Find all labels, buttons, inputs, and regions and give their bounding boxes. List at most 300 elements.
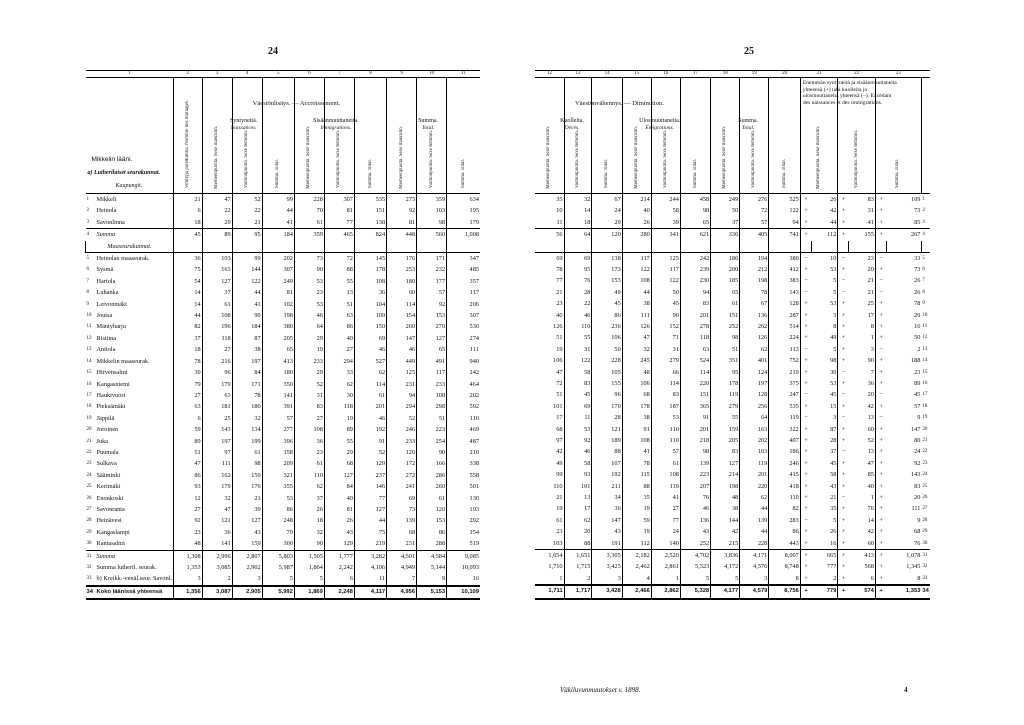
right-town-row-c8: 122 — [769, 205, 801, 216]
right-rural-row-c7: 67 — [740, 298, 769, 309]
left-rural-row-c1: Luhanka — [96, 289, 119, 297]
right-town-row-c1: 18 — [564, 217, 592, 229]
left-orthodox-row-c11: 16 — [447, 573, 480, 585]
left-rural-row-c3: 179 — [202, 481, 232, 492]
right-orthodox-row-c5: 5 — [680, 573, 710, 585]
right-rural-row-c3: 108 — [622, 435, 651, 446]
left-rural-row-c9: 60 — [387, 287, 417, 298]
left-rural-row-c4: 180 — [232, 401, 262, 412]
col-num-16: 16 — [651, 71, 680, 78]
col-num-8: 8 — [354, 71, 386, 78]
col-num-18: 18 — [711, 71, 740, 78]
right-grand-total-row-c13: + — [875, 585, 886, 598]
left-rural-row-c1: Ristiina — [96, 334, 117, 342]
right-rural-row-c1: 11 — [564, 412, 592, 423]
left-orthodox-row — [86, 573, 481, 585]
right-rural-row-c10: 5 — [833, 277, 837, 285]
left-rural-row-c11: 347 — [447, 253, 480, 265]
left-rural-row-c11: 210 — [447, 447, 480, 458]
left-town-row — [86, 194, 481, 206]
footer-title: Väkiluvunmuutokset v. 1898. — [560, 686, 641, 694]
right-rural-row-c8: 186 — [769, 446, 801, 457]
right-rural-sum-row-c13: + — [875, 550, 886, 562]
right-rural-row-c13: + — [875, 469, 886, 480]
left-rural-row-c7: 84 — [324, 481, 354, 492]
left-immigrations-title: Sisäänmuuttaneita. — [313, 118, 359, 124]
right-rural-row-c6: 215 — [711, 538, 740, 550]
left-rural-row-c10: 120 — [417, 504, 447, 515]
right-rural-row-c2: 49 — [592, 287, 622, 298]
right-rural-row-c11: + — [838, 264, 849, 275]
right-rural-row-c14: 2 — [917, 345, 921, 353]
left-rural-row-c2: 12 — [173, 493, 202, 504]
left-rural-row-c2: 48 — [173, 538, 202, 550]
left-rural-row-c6: 52 — [294, 379, 324, 390]
left-town-row-c4: 52 — [232, 194, 262, 206]
left-town-row-c1: Savonlinna — [96, 218, 125, 226]
left-rural-row-c6: 19 — [294, 344, 324, 355]
right-rural-row-c1: 110 — [564, 321, 592, 332]
left-towns-sum-row-c4: 95 — [232, 229, 262, 241]
right-rural-row-c12: 21 — [867, 288, 874, 296]
right-rural-row-c11: + — [838, 321, 849, 332]
left-rural-row-c4: 61 — [232, 447, 262, 458]
left-towns-sum-row-c6: 359 — [294, 229, 324, 241]
left-rural-row-c1: Leivonmäki — [96, 300, 127, 308]
right-town-row-c4: 58 — [651, 205, 680, 216]
right-luth-total-row-c15: 32 — [922, 564, 928, 570]
left-rural-row-c2: 47 — [173, 458, 202, 469]
left-rural-row-c2: 78 — [173, 356, 202, 367]
left-rural-row-c8: 61 — [354, 390, 386, 401]
col-num-5: 5 — [262, 71, 294, 78]
left-rural-row-c7: 129 — [324, 538, 354, 550]
right-rural-row-c4: 140 — [651, 538, 680, 550]
right-rural-row-c8: 110 — [769, 492, 801, 503]
right-town-row-c13: + — [875, 217, 886, 229]
left-rural-row-c7: 51 — [324, 299, 354, 310]
right-rural-row-c8: 443 — [769, 538, 801, 550]
right-town-row-c2: 24 — [592, 205, 622, 216]
right-rural-sum-row-c3: 2,182 — [622, 550, 651, 562]
right-rural-row-c10: 53 — [830, 300, 837, 308]
left-rural-row-c5: 53 — [262, 493, 294, 504]
right-rural-row-c4: 279 — [651, 355, 680, 366]
right-rural-heading-row — [535, 241, 930, 252]
left-town-row-c4: 22 — [232, 205, 262, 216]
right-rural-row-c3: 108 — [622, 275, 651, 286]
left-rural-row-c8: 201 — [354, 401, 386, 412]
left-rural-row-c4: 197 — [232, 356, 262, 367]
right-summa-sum-header — [769, 78, 801, 194]
left-rural-row-c9: 154 — [387, 310, 417, 321]
left-rural-row-c11: 206 — [447, 299, 480, 310]
right-rural-row-c7: 136 — [740, 310, 769, 321]
right-rural-row-c8: 287 — [769, 310, 801, 321]
right-town-row-c0: 35 — [535, 194, 564, 206]
right-rural-heading-empty — [886, 241, 921, 252]
right-rural-row-c13: + — [875, 446, 886, 457]
right-rural-row-c6: 144 — [711, 515, 740, 526]
left-rural-row-c7: 63 — [324, 310, 354, 321]
left-rural-row — [86, 379, 481, 390]
left-rural-heading-empty — [447, 241, 480, 253]
right-rural-row-c13: − — [875, 412, 886, 423]
left-rural-row-c6: 32 — [294, 527, 324, 538]
left-rural-row-c4: 44 — [232, 287, 262, 298]
right-rural-row-c14: 33 — [886, 252, 921, 264]
right-orthodox-row-c8: 8 — [769, 573, 801, 585]
left-towns-sum-row-c7: 465 — [324, 229, 354, 241]
left-rural-row-c11: 274 — [447, 333, 480, 344]
right-rural-row-c14: 23 — [914, 368, 921, 376]
col-num-23: 23 — [875, 71, 921, 78]
left-rural-row-c0: 20 — [86, 427, 92, 433]
right-rural-row-c10: 98 — [830, 357, 837, 365]
left-rural-row-c4: 159 — [232, 538, 262, 550]
left-rural-row-c7: 13 — [324, 287, 354, 298]
left-rural-row-c5: 205 — [262, 333, 294, 344]
left-town-row-c4: 21 — [232, 217, 262, 229]
right-rural-row-c3: 117 — [622, 252, 651, 264]
right-excess-female-header-text: Vaimonpuolta. Sexe féminin. — [853, 130, 859, 189]
left-rural-row-c0: 19 — [86, 415, 92, 421]
left-rural-row-c2: 92 — [173, 515, 202, 526]
left-town-row-c5: 44 — [262, 205, 294, 216]
right-rural-row-c1: 88 — [564, 538, 592, 550]
right-rural-row-c10: 49 — [830, 334, 837, 342]
right-rural-row-c14: 20 — [914, 494, 921, 502]
left-rural-row-c5: 249 — [262, 276, 294, 287]
left-rural-row-c0: 28 — [86, 518, 92, 524]
right-rural-row-c1: 13 — [564, 492, 592, 503]
right-rural-row-c1: 92 — [564, 435, 592, 446]
left-rural-row-c9: 246 — [387, 424, 417, 435]
left-rural-row-c6: 46 — [294, 310, 324, 321]
right-grand-total-row-c15: 34 — [921, 585, 930, 598]
right-rural-row-c1: 46 — [564, 446, 592, 457]
col-num-2: 2 — [173, 71, 202, 78]
right-rural-row-c9: − — [800, 275, 811, 286]
left-rural-row-c6: 108 — [294, 424, 324, 435]
left-summa-male-header-text: Mieheenpuolta. Sexe masculin. — [398, 125, 404, 189]
right-rural-row — [535, 264, 930, 275]
right-rural-heading-empty — [592, 241, 622, 252]
left-town-row-c3: 47 — [202, 194, 232, 206]
left-summa-title: Summa. — [418, 118, 439, 124]
left-rural-row-c0: 5 — [86, 253, 96, 265]
right-grand-total-row-c6: 4,177 — [711, 585, 740, 598]
left-rural-row-c4: 21 — [232, 493, 262, 504]
right-town-row-c10: 42 — [830, 207, 837, 215]
left-rural-sum-row — [86, 550, 481, 562]
right-emigrations-sum-header-text: Summa. Total. — [692, 159, 698, 189]
right-rural-row-c9: + — [800, 298, 811, 309]
right-emigrations-fr: Émigrations. — [645, 125, 674, 131]
col-num-4: 4 — [232, 71, 262, 78]
left-rural-row — [86, 390, 481, 401]
right-town-row-c7: 57 — [740, 217, 769, 229]
right-orthodox-row-c14: 8 — [886, 573, 921, 585]
left-rural-row-c11: 202 — [447, 390, 480, 401]
right-rural-row-c15: 28 — [922, 517, 928, 523]
right-rural-row-c7: 198 — [740, 275, 769, 286]
left-grand-total-row-c5: 5,992 — [262, 586, 294, 599]
left-rural-row-c3: 121 — [202, 515, 232, 526]
right-town-row-c1: 14 — [564, 205, 592, 216]
left-rural-row — [86, 367, 481, 378]
right-rural-row-c14: 143 — [910, 471, 921, 479]
left-grand-total-row-c11: 10,109 — [447, 586, 480, 599]
right-rural-row-c13: + — [875, 310, 886, 321]
left-town-row-c10: 359 — [417, 194, 447, 206]
left-rural-row-c4: 87 — [232, 333, 262, 344]
left-grand-total-row-c4: 2,905 — [232, 586, 262, 599]
right-rural-row-c6: 38 — [711, 503, 740, 514]
left-orthodox-row-c0: 33 — [86, 573, 96, 585]
left-rural-row-c5: 350 — [262, 379, 294, 390]
col-num-12: 12 — [535, 71, 564, 78]
left-header-row — [86, 78, 481, 194]
left-rural-row-c7: 86 — [324, 321, 354, 332]
left-grand-total-row-c6: 1,869 — [294, 586, 324, 599]
left-rural-row-c9: 233 — [387, 436, 417, 447]
left-rural-row-c9: 125 — [387, 367, 417, 378]
right-rural-row-c7: 201 — [740, 469, 769, 480]
right-town-row-c10: 44 — [830, 218, 837, 226]
right-rural-row-c12: 60 — [867, 425, 874, 433]
right-rural-heading-empty — [711, 241, 740, 252]
right-grand-total-row-c11: + — [838, 585, 849, 598]
left-rural-row-c2: 23 — [173, 527, 202, 538]
left-rural-row-c5: 102 — [262, 299, 294, 310]
right-rural-heading-empty — [740, 241, 769, 252]
right-grand-total-row-c1: 1,717 — [564, 585, 592, 598]
left-rural-row-c9: 73 — [387, 504, 417, 515]
right-rural-row-c11: + — [838, 298, 849, 309]
left-rural-row-c6: 18 — [294, 515, 324, 526]
right-rural-row-c5: 94 — [680, 287, 710, 298]
right-town-row-c15: 1 — [921, 194, 930, 206]
left-col-numbers — [86, 71, 481, 78]
left-rural-row-c5: 209 — [262, 458, 294, 469]
left-page-table — [85, 70, 480, 670]
left-town-row-c3: 22 — [202, 205, 232, 216]
left-rural-row-c1: Mäntyharju — [96, 323, 126, 331]
left-rural-row-c1: Heinävesi — [96, 517, 122, 525]
right-rural-row-c9: + — [800, 492, 811, 503]
left-rural-row-c8: 219 — [354, 538, 386, 550]
right-rural-row-c5: 278 — [680, 321, 710, 332]
left-rural-row-c4: 127 — [232, 515, 262, 526]
right-rural-row-c8: 246 — [769, 458, 801, 469]
right-towns-sum-row-c3: 280 — [622, 229, 651, 241]
left-rural-row-c8: 192 — [354, 424, 386, 435]
right-rural-row-c11: − — [838, 389, 849, 400]
left-rural-row-c10: 177 — [417, 276, 447, 287]
left-town-row — [86, 217, 481, 229]
right-rural-row-c3: 111 — [622, 310, 651, 321]
left-towns-sum-row-c3: 89 — [202, 229, 232, 241]
right-rural-row-c13: − — [875, 287, 886, 298]
right-rural-row-c1: 55 — [564, 332, 592, 343]
right-rural-row-c0: 21 — [556, 288, 563, 296]
right-rural-row-c8: 113 — [769, 344, 801, 355]
left-rural-row-c6: 53 — [294, 299, 324, 310]
right-rural-row-c9: + — [800, 332, 811, 343]
right-rural-row-c9: − — [800, 515, 811, 526]
right-rural-row-c14: 188 — [910, 357, 921, 365]
left-rural-row-c4: 41 — [232, 299, 262, 310]
left-rural-row — [86, 310, 481, 321]
left-rural-row-c8: 145 — [354, 253, 386, 265]
right-rural-row-c5: 98 — [680, 446, 710, 457]
left-rural-row-c7: 19 — [324, 413, 354, 424]
left-towns-sum-row-c5: 184 — [262, 229, 294, 241]
left-rural-row — [86, 333, 481, 344]
left-rural-row-c2: 39 — [173, 367, 202, 378]
right-rural-row-c4: 90 — [651, 310, 680, 321]
left-rural-row-c9: 52 — [387, 413, 417, 424]
right-rural-row-c15: 20 — [922, 426, 928, 432]
right-rural-row-c4: 24 — [651, 526, 680, 537]
right-rural-row-c12: 90 — [867, 357, 874, 365]
right-luth-total-row-c2: 3,425 — [592, 561, 622, 572]
right-rural-row-c1: 46 — [564, 310, 592, 321]
right-rural-row-c2: 88 — [592, 446, 622, 457]
right-rural-row-c13: + — [875, 367, 886, 378]
right-rural-row-c15: 8 — [922, 289, 925, 295]
right-rural-heading-empty — [800, 241, 811, 252]
right-town-row-c9: + — [800, 217, 811, 229]
right-rural-row-c2: 189 — [592, 435, 622, 446]
right-rural-row-c5: 230 — [680, 275, 710, 286]
right-grand-total-row-c2: 3,428 — [592, 585, 622, 598]
right-rural-row-c13: + — [875, 378, 886, 389]
right-rural-row-c14: 80 — [914, 437, 921, 445]
left-rural-row-c3: 111 — [202, 458, 232, 469]
right-town-row-c15: 3 — [922, 219, 925, 225]
right-rural-row-c15: 10 — [922, 312, 928, 318]
right-rural-row-c10: 43 — [830, 482, 837, 490]
left-rural-row — [86, 356, 481, 367]
right-rural-row-c0: 17 — [556, 414, 563, 422]
left-rural-row-c5: 391 — [262, 401, 294, 412]
right-luth-total-row-c13: + — [875, 561, 886, 572]
right-rural-row-c12: 20 — [867, 391, 874, 399]
right-rural-row-c10: 58 — [830, 471, 837, 479]
left-rural-row-c0: 23 — [86, 461, 92, 467]
right-rural-row-c7: 44 — [740, 503, 769, 514]
left-rural-row-c0: 10 — [86, 313, 92, 319]
left-rural-row-c10: 65 — [417, 344, 447, 355]
left-rural-heading-empty — [294, 241, 324, 253]
right-rural-row-c6: 51 — [711, 344, 740, 355]
left-rural-row-c4: 171 — [232, 379, 262, 390]
left-rural-row-c7: 40 — [324, 333, 354, 344]
left-rural-row-c5: 65 — [262, 344, 294, 355]
right-rural-row-c6: 127 — [711, 458, 740, 469]
right-orthodox-row-c2: 3 — [592, 573, 622, 585]
left-town-row — [86, 205, 481, 216]
right-rural-row-c2: 45 — [592, 298, 622, 309]
right-rural-row-c2: 28 — [592, 412, 622, 423]
left-rural-row-c8: 108 — [354, 276, 386, 287]
left-rural-sum-row-c9: 4,501 — [387, 550, 417, 562]
left-rural-row-c1: Hartola — [96, 277, 116, 285]
left-rural-row-c8: 114 — [354, 379, 386, 390]
right-orthodox-row-c0: 1 — [535, 573, 564, 585]
right-rural-row-c1: 95 — [564, 264, 592, 275]
right-rural-row-c12: 42 — [867, 402, 874, 410]
right-rural-row-c14: 45 — [914, 391, 921, 399]
right-grand-total-row-c0: 1,711 — [535, 585, 564, 598]
right-rural-row-c14: 78 — [914, 300, 921, 308]
right-rural-row-c13: + — [875, 481, 886, 492]
right-rural-sum-row-c8: 8,007 — [769, 550, 801, 562]
right-emigrations-female-header-text: Vaimonpuolta. Sexe féminin. — [662, 130, 668, 189]
col-num-14: 14 — [592, 71, 622, 78]
right-rural-row-c8: 412 — [769, 264, 801, 275]
right-rural-row-c8: 752 — [769, 355, 801, 366]
right-rural-row — [535, 458, 930, 469]
right-rural-row-c7: 103 — [740, 446, 769, 457]
left-towns-sum-row-c9: 448 — [387, 229, 417, 241]
left-rural-row-c7: 40 — [324, 493, 354, 504]
right-excess-female-header — [838, 78, 876, 194]
left-rural-sum-row-c10: 4,584 — [417, 550, 447, 562]
right-grand-total-row-c9: + — [800, 585, 811, 598]
right-rural-row-c1: 17 — [564, 503, 592, 514]
right-rural-row-c14: 26 — [914, 288, 921, 296]
right-rural-row — [535, 412, 930, 423]
col-num-20: 20 — [769, 71, 801, 78]
right-rural-row-c2: 105 — [592, 367, 622, 378]
left-rural-row-c3: 141 — [202, 538, 232, 550]
right-rural-row-c9: + — [800, 367, 811, 378]
right-rural-row-c3: 68 — [622, 389, 651, 400]
right-rural-row-c11: − — [838, 492, 849, 503]
left-rural-sum-row-c11: 9,085 — [447, 550, 480, 562]
right-rural-row-c8: 380 — [769, 252, 801, 264]
left-rural-heading-empty — [202, 241, 232, 253]
left-rural-row-c8: 44 — [354, 515, 386, 526]
right-luth-total-row-c5: 5,323 — [680, 561, 710, 572]
left-rural-row-c1: Pieksämäki — [96, 403, 126, 411]
right-rural-row-c3: 32 — [622, 344, 651, 355]
right-rural-row-c6: 178 — [711, 378, 740, 389]
right-rural-row — [535, 310, 930, 321]
right-rural-row-c7: 44 — [740, 526, 769, 537]
right-rural-row-c14: 57 — [914, 402, 921, 410]
left-rural-row-c0: 27 — [86, 506, 92, 512]
right-rural-row — [535, 298, 930, 309]
left-rural-row-c5: 180 — [262, 367, 294, 378]
right-rural-row-c6: 48 — [711, 492, 740, 503]
left-rural-row-c4: 98 — [232, 458, 262, 469]
right-rural-row-c0: 110 — [553, 482, 563, 490]
right-rural-row-c2: 34 — [592, 492, 622, 503]
right-rural-row-c9: + — [800, 481, 811, 492]
right-rural-sum-row-c2: 3,305 — [592, 550, 622, 562]
right-orthodox-row-c13: + — [875, 573, 886, 585]
right-town-row-c11: + — [838, 217, 849, 229]
left-rural-row-c2: 54 — [173, 276, 202, 287]
right-rural-row-c5: 218 — [680, 435, 710, 446]
left-rural-row-c3: 108 — [202, 310, 232, 321]
right-rural-row-c8: 143 — [769, 287, 801, 298]
left-grand-total-row-c9: 4,956 — [387, 586, 417, 599]
